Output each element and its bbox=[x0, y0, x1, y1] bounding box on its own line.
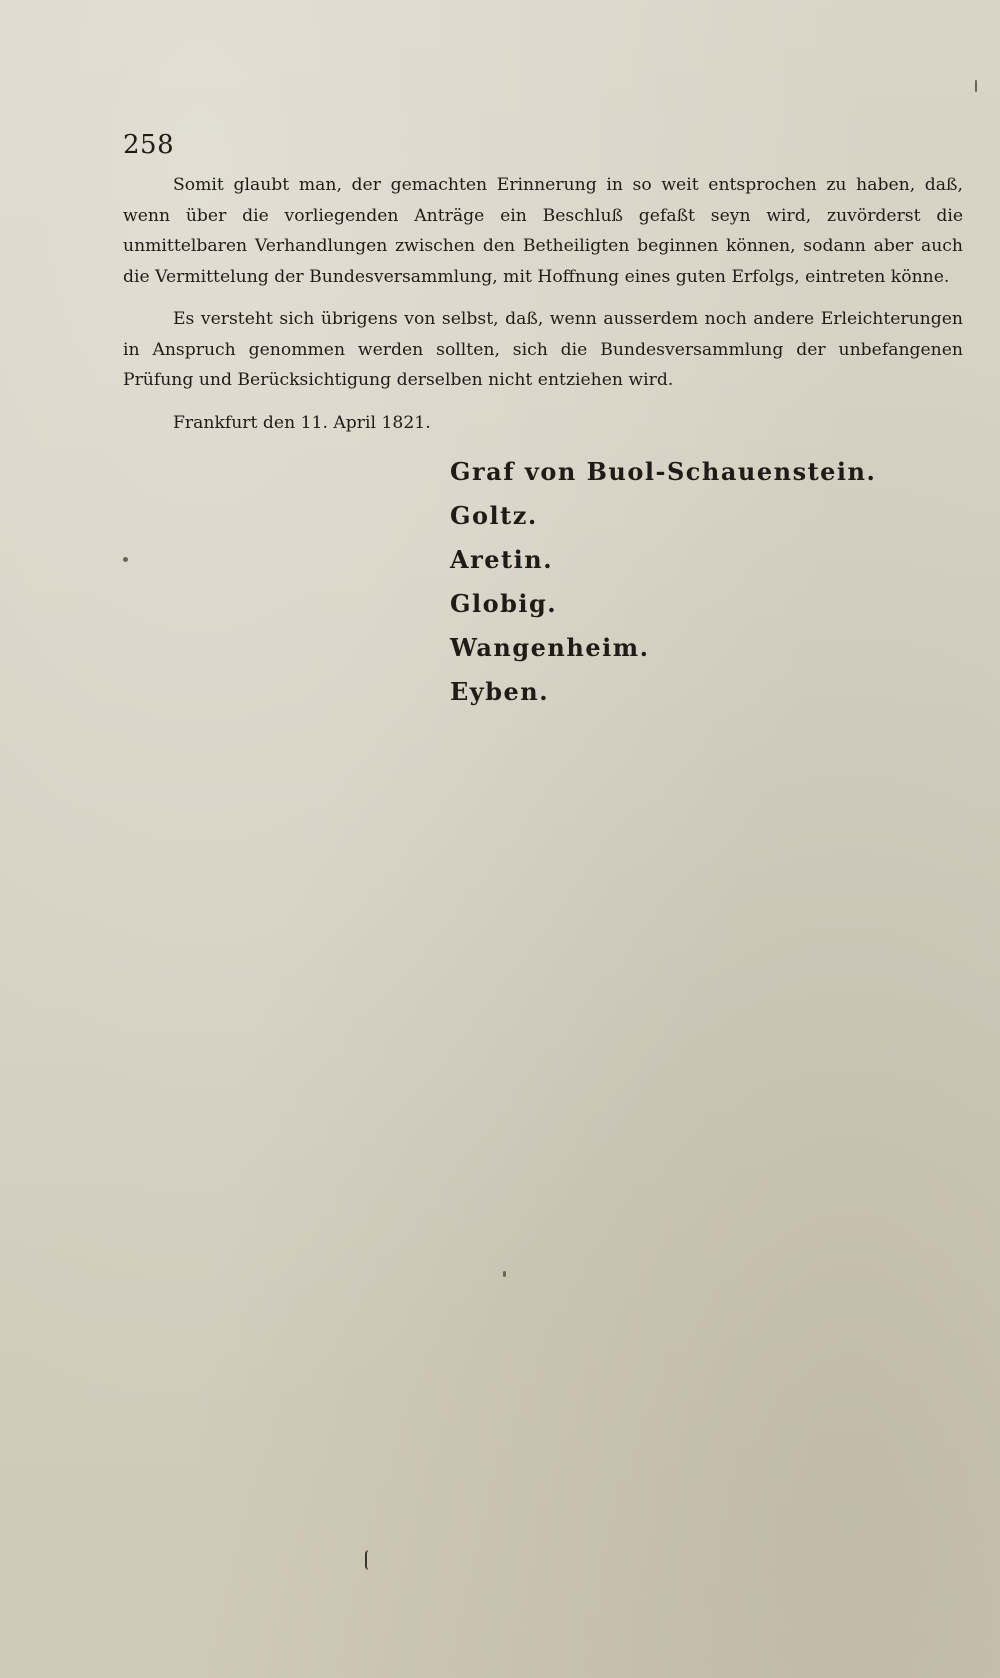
paragraph-1: Somit glaubt man, der gemachten Erinnerung in so weit entsprochen zu haben, daß, wenn über die vorliegenden Anträge ein Beschluß gefaßt seyn wird, zuvörderst die unmittelbaren Verhandlungen zwischen den Betheiligten beginnen können, sodann aber auch die Vermittelung der Bundesversammlung, mit Hoffnung eines guten Erfolgs, eintreten könne. bbox=[123, 175, 963, 287]
ink-speck bbox=[503, 1271, 506, 1277]
signature-eyben: Eyben. bbox=[450, 677, 550, 706]
dateline: Frankfurt den 11. April 1821. bbox=[173, 412, 431, 433]
ink-mark bbox=[365, 1550, 373, 1570]
ink-speck bbox=[975, 80, 977, 92]
signature-wangenheim: Wangenheim. bbox=[450, 633, 650, 662]
signature-globig: Globig. bbox=[450, 589, 558, 618]
ink-speck bbox=[123, 557, 128, 562]
signature-goltz: Goltz. bbox=[450, 501, 538, 530]
signature-buol-schauenstein: Graf von Buol-Schauenstein. bbox=[450, 457, 877, 486]
body-text bbox=[123, 170, 963, 438]
signature-block bbox=[450, 450, 876, 714]
page-number: 258 bbox=[123, 130, 175, 160]
paragraph-2: Es versteht sich übrigens von selbst, daß, wenn ausserdem noch andere Erleichterungen in Anspruch genommen werden sollten, sich die Bundesversammlung der unbefangenen Prüfung und Berücksichtigung derselben nicht entziehen wird. bbox=[123, 309, 963, 390]
signature-aretin: Aretin. bbox=[450, 545, 554, 574]
